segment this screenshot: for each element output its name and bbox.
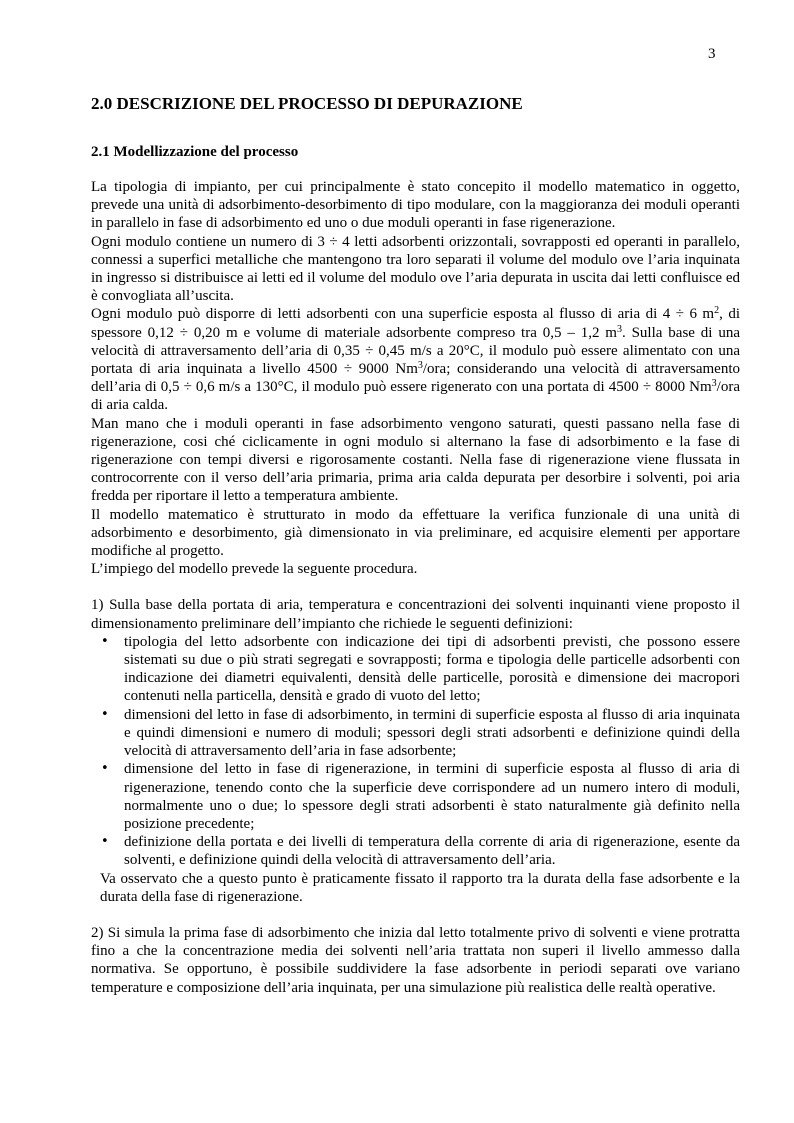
note-paragraph: Va osservato che a questo punto è praticamente fissato il rapporto tra la durata della fase adsorbente e la durata della fase di rigenerazione. [100, 870, 740, 905]
list-item: • dimensioni del letto in fase di adsorbimento, in termini di superficie esposta al flusso di aria inquinata e quindi dimensioni e numero di moduli; spessori degli strati adsorbenti e definizione quindi della velocità di attraversamento dell’aria in fase adsorbente; [91, 706, 740, 761]
list-item: • tipologia del letto adsorbente con indicazione dei tipi di adsorbenti previsti, che possono essere sistemati su due o più strati segregati e sovrapposti; forma e tipologia delle particelle adsorbenti con indicazione dei diametri equivalenti, densità delle particelle, porosità e dimensione dei macropori contenuti nella particella, densità e grado di vuoto del letto; [91, 633, 740, 706]
paragraph-6: L’impiego del modello prevede la seguente procedura. [91, 561, 418, 578]
paragraph-4: Man mano che i moduli operanti in fase adsorbimento vengono saturati, questi passano nella fase di rigenerazione, cosi ché ciclicamente in ogni modulo si alternano la fase di adsorbimento e la fase di rigenerazione con tempi diversi e rigorosamente costanti. Nella fase di rigenerazione viene flussata in controcorrente con il verso dell’aria primaria, prima aria calda depurata per desorbire i solventi, poi aria fredda per riportare il letto a temperatura ambiente. [91, 415, 740, 505]
definitions-list [91, 633, 740, 870]
procedure-step-2: 2) Si simula la prima fase di adsorbimento che inizia dal letto totalmente privo di solventi e viene protratta fino a che la concentrazione media dei solventi nell’aria trattata non superi il livello ammesso dalla normativa. Se opportuno, è possibile suddividere la fase adsorbente in periodi separati ove variano temperature e composizione dell’aria inquinata, per una simulazione più realistica delle realtà operative. [91, 924, 740, 996]
paragraph-3: Ogni modulo può disporre di letti adsorbenti con una superficie esposta al flusso di aria di 4 ÷ 6 $m^2$, di spessore 0,12 ÷ 0,20 m e volume di materiale adsorbente compreso tra 0,5 – 1,2 $m^3$. Sulla base di una velocità di attraversamento dell’aria di 0,35 ÷ 0,45 m/s a 20°C, il modulo può essere alimentato con una portata di aria inquinata a livello 4500 ÷ 9000 Nm$^3$/ora; considerando una velocità di attraversamento dell’aria di 0,5 ÷ 0,6 m/s a 130°C, il modulo può essere rigenerato con una portata di 4500 ÷ 8000 Nm$^3$/ora di aria calda. [91, 305, 741, 414]
document-body [91, 93, 740, 997]
subsection-heading: 2.1 Modellizzazione del processo [91, 144, 299, 160]
procedure-step-1: 1) Sulla base della portata di aria, temperatura e concentrazioni dei solventi inquinanti viene proposto il dimensionamento preliminare dell’impianto che richiede le seguenti definizioni: [91, 597, 740, 632]
paragraph-1: La tipologia di impianto, per cui principalmente è stato concepito il modello matematico in oggetto, prevede una unità di adsorbimento-desorbimento di tipo modulare, con la maggioranza dei moduli operanti in parallelo in fase di adsorbimento ed uno o due moduli operanti in fase rigenerazione. [91, 179, 740, 232]
paragraph-2: Ogni modulo contiene un numero di 3 ÷ 4 letti adsorbenti orizzontali, sovrapposti ed operanti in parallelo, connessi a superfici metalliche che mantengono tra loro separati il volume del modulo ove l’aria inquinata in ingresso si distribuisce ai letti ed il volume del modulo ove l’aria depurata in uscita dai letti confluisce ed è convogliata all’uscita. [91, 233, 740, 305]
list-item: • dimensione del letto in fase di rigenerazione, in termini di superficie esposta al flusso di aria di rigenerazione, tenendo conto che la superficie deve corrispondere ad un numero intero di moduli, normalmente uno o due; lo spessore degli strati adsorbenti è stato naturalmente già definito nella posizione precedente; [91, 760, 740, 833]
list-item: • definizione della portata e dei livelli di temperatura della corrente di aria di rigenerazione, esente da solventi, e definizione quindi della velocità di attraversamento dell’aria. [91, 833, 740, 869]
section-heading: 2.0 DESCRIZIONE DEL PROCESSO DI DEPURAZIONE [91, 94, 523, 113]
page-number: 3 [708, 46, 716, 62]
paragraph-5: Il modello matematico è strutturato in modo da effettuare la verifica funzionale di una unità di adsorbimento e desorbimento, già dimensionato in via preliminare, ed acquisire elementi per apportare modifiche al progetto. [91, 506, 740, 560]
